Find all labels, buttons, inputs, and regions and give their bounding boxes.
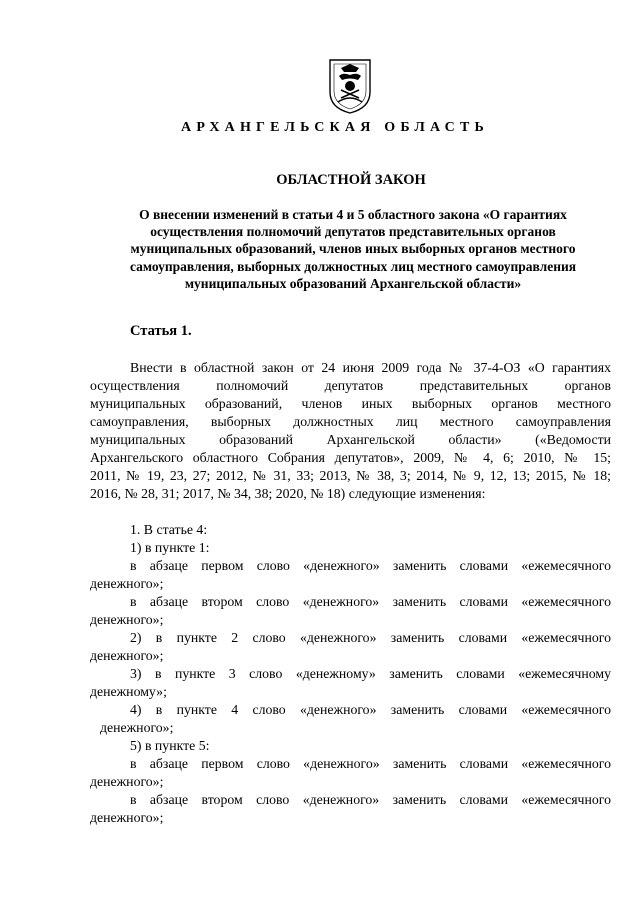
body-line: муниципальных образований Архангельской области» («Ведомости [90,432,611,447]
list-item: в абзаце первом слово «денежного» заменить словами «ежемесячного [130,558,611,573]
body-line: самоуправления, выборных должностных лиц местного самоуправления [90,414,611,429]
body-line: осуществления полномочий депутатов представительных органов [90,378,611,393]
list-item: 3) в пункте 3 слово «денежному» заменить словами «ежемесячному [130,666,611,681]
law-title-line: муниципальных образований Архангельской области» [184,275,522,291]
article-body [90,359,611,827]
list-item: денежного»; [90,810,164,825]
list-item: денежного»; [90,612,164,627]
list-item: в абзаце втором слово «денежного» заменить словами «ежемесячного [130,792,611,807]
list-item: 1. В статье 4: [130,522,208,537]
region-name: АРХАНГЕЛЬСКАЯ ОБЛАСТЬ [181,120,489,135]
body-line: 2016, № 28, 31; 2017, № 34, 38; 2020, № 18) следующие изменения: [90,486,486,501]
list-item: денежного»; [90,576,164,591]
body-line: 2011, № 19, 23, 27; 2012, № 31, 33; 2013, № 38, 3; 2014, № 9, 12, 13; 2015, № 18; [90,468,611,483]
list-item: денежного»; [90,648,164,663]
list-item: 5) в пункте 5: [130,738,210,753]
list-item: денежного»; [90,774,164,789]
list-item: 4) в пункте 4 слово «денежного» заменить словами «ежемесячного [130,702,611,717]
law-title-line: О внесении изменений в статьи 4 и 5 областного закона «О гарантиях [139,207,567,222]
body-line: муниципальных образований, членов иных выборных органов местного [90,396,611,411]
list-item: 1) в пункте 1: [130,540,210,555]
coat-of-arms-icon [327,58,373,114]
body-line: Внести в областной закон от 24 июня 2009 года № 37-4-ОЗ «О гарантиях [130,360,611,375]
law-title-line: осуществления полномочий депутатов представительных органов [150,224,556,240]
list-item: денежного»; [100,720,174,735]
law-title [94,206,612,292]
body-line: Архангельского областного Собрания депутатов», 2009, № 4, 6; 2010, № 15; [90,450,611,465]
law-title-line: муниципальных образований, членов иных выборных органов местного [130,241,576,257]
list-item: денежному»; [90,684,167,699]
list-item: 2) в пункте 2 слово «денежного» заменить словами «ежемесячного [130,630,611,645]
list-item: в абзаце втором слово «денежного» заменить словами «ежемесячного [130,594,611,609]
article-heading: Статья 1. [130,323,192,339]
list-item: в абзаце первом слово «денежного» заменить словами «ежемесячного [130,756,611,771]
law-title-line: самоуправления, выборных должностных лиц местного самоуправления [129,258,577,274]
document-type: ОБЛАСТНОЙ ЗАКОН [276,172,426,188]
